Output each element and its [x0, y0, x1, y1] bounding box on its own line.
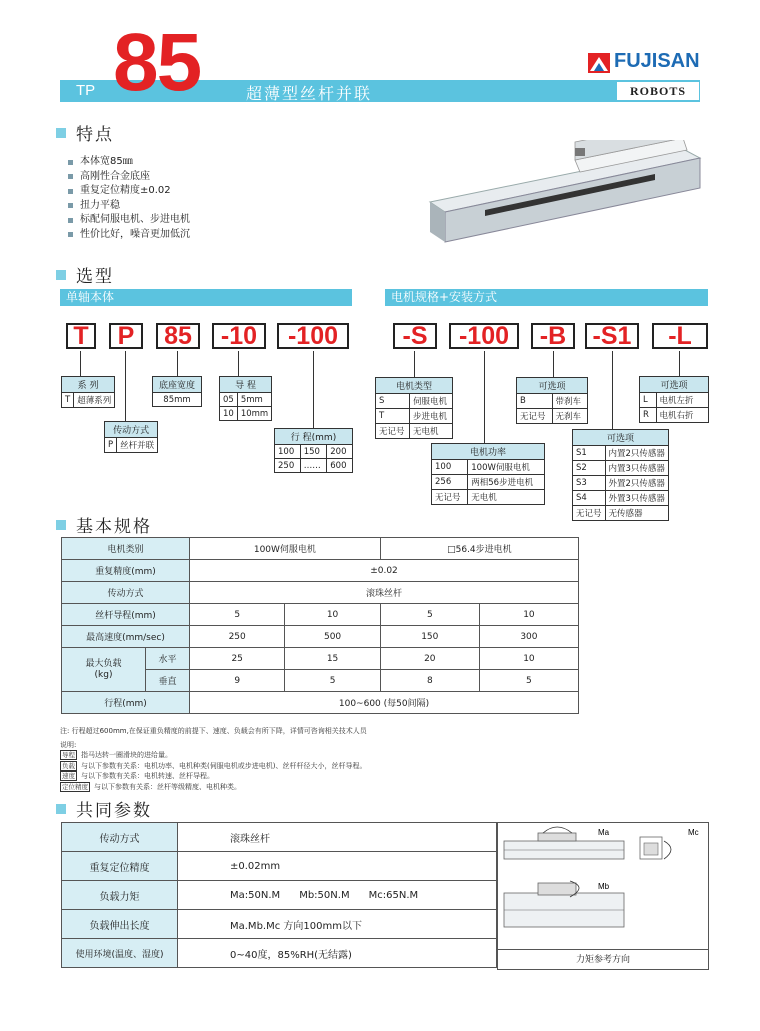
connector — [177, 351, 178, 376]
explain-tag: 定位精度 — [62, 782, 88, 791]
explain-item — [60, 750, 700, 761]
feature-item: 本体宽85㎜ — [68, 155, 190, 170]
connector — [679, 351, 680, 377]
explain-item — [60, 761, 700, 772]
base-width-table: 底座宽度 85mm — [152, 376, 202, 407]
sensor-option-table: 可选项 S1 内置2只传感器 S2 内置3只传感器 S3 外置2只传感器 S4 外置3只传感器 无记号 无传感器 — [572, 429, 669, 521]
explain-text: 指马达转一圈滑块的进给量。 — [81, 751, 172, 759]
feature-item: 性价比好，噪音更加低沉 — [68, 228, 190, 243]
code-lead: -10 — [212, 323, 266, 349]
code-drive: P — [109, 323, 143, 349]
code-width: 85 — [156, 323, 200, 349]
connector — [80, 351, 81, 376]
connector — [125, 351, 126, 421]
spec-table: 电机类别 100W伺服电机 □56.4步进电机 重复精度(mm) ±0.02 传动方式 滚珠丝杆 丝杆导程(mm) 5 10 5 10 最高速度(mm/sec) 250 500 150 300 最大负载 (kg) 水平 25 15 20 10 垂直 9 5 8 5 行程(mm) 100~600 (每50间隔) — [61, 537, 579, 714]
brand-name: FUJISAN — [614, 50, 700, 72]
connector — [414, 351, 415, 377]
brand-sub: ROBOTS — [616, 81, 700, 101]
explain-tag: 负载 — [62, 761, 75, 770]
code-brake: -B — [531, 323, 575, 349]
features-heading: 特点 — [56, 120, 114, 145]
selection-heading: 选型 — [56, 262, 114, 287]
diagram-caption: 力矩参考方向 — [498, 949, 708, 970]
header-tp: TP — [76, 82, 96, 99]
explain-text: 与以下参数有关系：电机功率、电机种类(伺服电机或步进电机)、丝杆杆径大小，丝杆导程。 — [81, 761, 367, 770]
explain-list — [60, 750, 700, 792]
feature-item: 高刚性合金底座 — [68, 170, 190, 185]
svg-text:Mb: Mb — [598, 882, 610, 891]
explain-item — [60, 782, 700, 793]
code-series: T — [66, 323, 96, 349]
explain-label: 说明: — [60, 741, 77, 749]
fujisan-logo-icon — [588, 53, 610, 73]
code-motor-type: -S — [393, 323, 437, 349]
series-table: 系 列 T 超薄系列 — [61, 376, 115, 408]
features-list — [68, 155, 190, 242]
connector — [612, 351, 613, 429]
code-stroke: -100 — [277, 323, 349, 349]
svg-text:Mc: Mc — [688, 828, 699, 837]
motor-spec-bar: 电机规格+安装方式 — [385, 289, 708, 306]
moment-diagram — [497, 822, 709, 970]
connector — [484, 351, 485, 443]
connector — [238, 351, 239, 376]
stroke-table: 行 程(mm) 100 150 200 250 …… 600 — [274, 428, 353, 473]
drive-table: 传动方式 P 丝杆并联 — [104, 421, 158, 453]
motor-power-table: 电机功率 100 100W伺服电机 256 两相56步进电机 无记号 无电机 — [431, 443, 545, 505]
brake-option-table: 可选项 B 带刹车 无记号 无刹车 — [516, 377, 588, 424]
feature-item: 标配伺服电机、步进电机 — [68, 213, 190, 228]
product-image — [425, 140, 715, 250]
stroke-note: 注: 行程超过600mm,在保证重负精度的前提下、速度、负载会有所下降，详情可咨询相关技术人员 — [60, 727, 367, 735]
explain-tag: 导程 — [62, 751, 75, 759]
single-axis-bar: 单轴本体 — [60, 289, 352, 306]
explain-tag: 速度 — [62, 772, 75, 780]
common-table: 传动方式 滚珠丝杆 重复定位精度 ±0.02mm 负载力矩 Ma:50N.M Mb:50N.M Mc:65N.M 负载伸出长度 Ma.Mb.Mc 方向100mm以下 使用环境(温度、湿度) 0~40度，85%RH(无结露) — [61, 822, 497, 968]
explain-text: 与以下参数有关系：丝杆等级精度、电机种类。 — [94, 782, 241, 791]
spec-heading: 基本规格 — [56, 512, 152, 537]
fold-option-table: 可选项 L 电机左折 R 电机右折 — [639, 376, 709, 423]
model-number: 85 — [113, 17, 201, 108]
svg-text:Ma: Ma — [598, 828, 610, 837]
moment-direction-drawing — [498, 823, 708, 949]
connector — [553, 351, 554, 377]
lead-table: 导 程 05 5mm 10 10mm — [219, 376, 272, 421]
connector — [313, 351, 314, 428]
feature-item: 扭力平稳 — [68, 199, 190, 214]
explain-item — [60, 771, 700, 782]
header-subtitle: 超薄型丝杆并联 — [246, 84, 373, 103]
feature-item: 重复定位精度±0.02 — [68, 184, 190, 199]
common-heading: 共同参数 — [56, 796, 152, 821]
code-motor-power: -100 — [449, 323, 519, 349]
motor-type-table: 电机类型 S 伺服电机 T 步进电机 无记号 无电机 — [375, 377, 453, 439]
explain-text: 与以下参数有关系：电机转速、丝杆导程。 — [81, 772, 214, 780]
code-fold: -L — [652, 323, 708, 349]
code-sensor: -S1 — [585, 323, 639, 349]
